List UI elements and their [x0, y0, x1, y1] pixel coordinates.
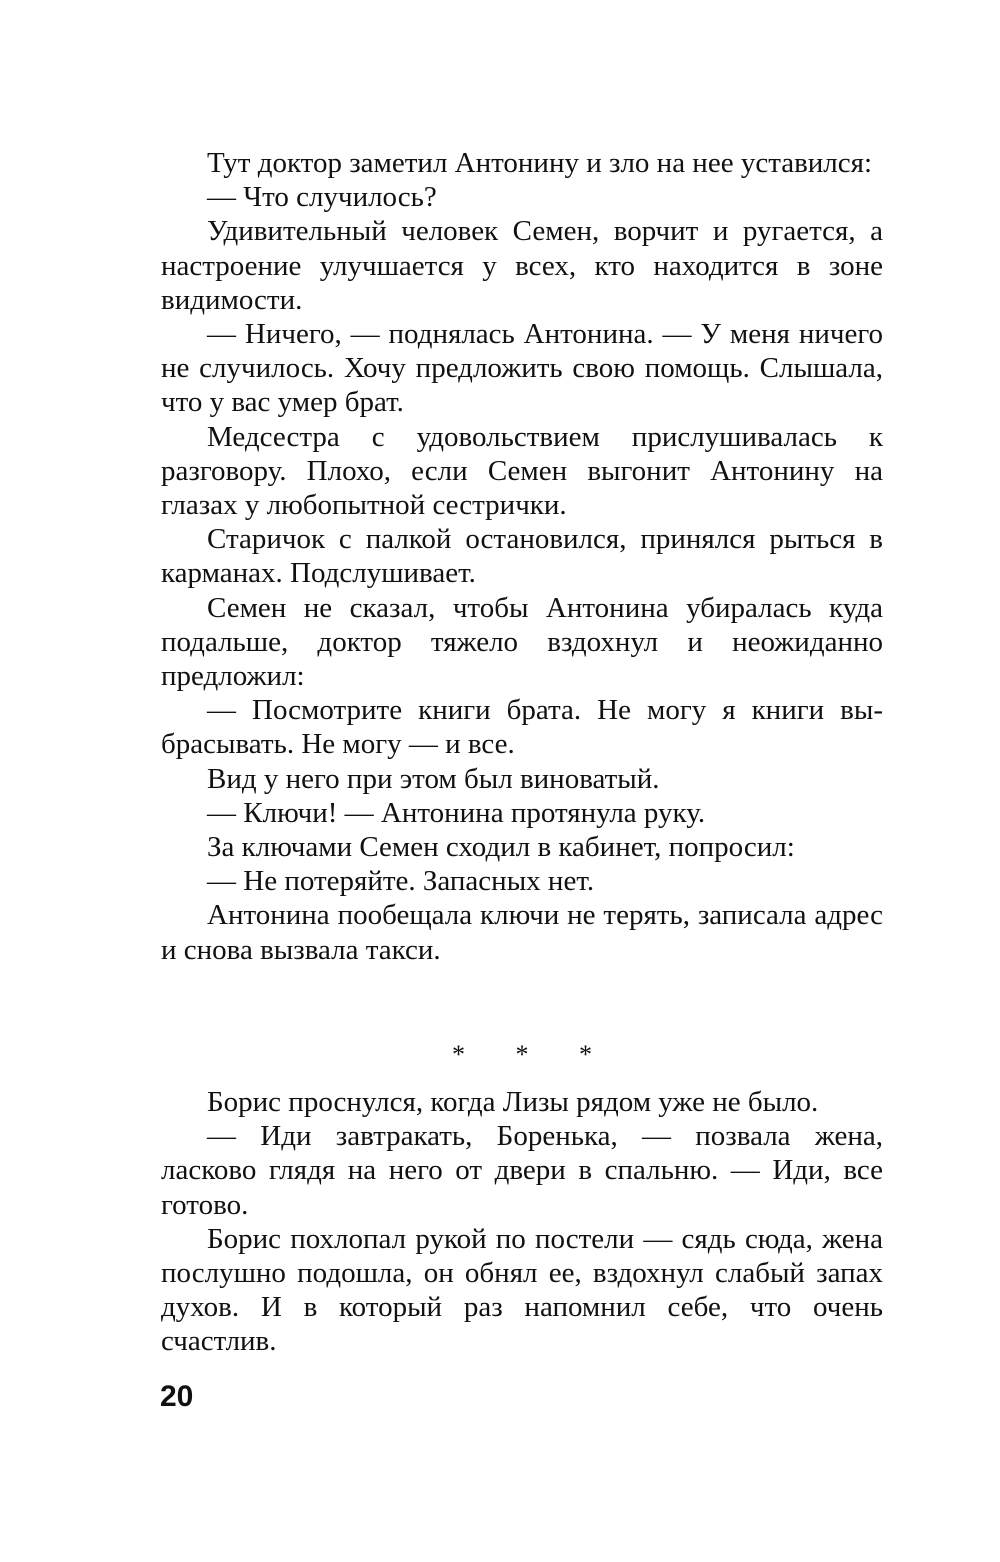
paragraph: Семен не сказал, чтобы Антонина убиралась куда подальше, доктор тяжело вздохнул и неожиданно предложил: [161, 591, 883, 693]
section-separator: * * * [452, 1040, 614, 1069]
paragraph: — Посмотрите книги брата. Не могу я книги выбрасывать. Не могу — и все. [161, 694, 883, 761]
paragraph: За ключами Семен сходил в кабинет, попросил: [207, 831, 795, 864]
paragraph: Тут доктор заметил Антонину и зло на нее уставился: [207, 147, 873, 179]
text-section-1 [161, 146, 883, 967]
text-section-2 [161, 1085, 883, 1359]
paragraph: Борис похлопал рукой по постели — сядь сюда, жена послушно подошла, он обнял ее, вздохнул слабый запах духов. И в который раз напомнил себе, что очень счастлив. [161, 1222, 883, 1358]
page-number: 20 [160, 1380, 194, 1413]
paragraph: Удивительный человек Семен, ворчит и ругается, а настроение улучшается у всех, кто находится в зоне видимости. [161, 215, 883, 316]
paragraph: Старичок с палкой остановился, принялся рыться в карманах. Подслушивает. [161, 523, 883, 590]
paragraph: — Ключи! — Антонина протянула руку. [207, 796, 706, 829]
paragraph: — Не потеряйте. Запасных нет. [207, 865, 595, 898]
paragraph: Борис проснулся, когда Лизы рядом уже не было. [207, 1086, 819, 1118]
paragraph: Вид у него при этом был виноватый. [207, 762, 660, 795]
paragraph: — Ничего, — поднялась Антонина. — У меня ничего не случилось. Хочу предложить свою помощь. Слышала, что у вас умер брат. [161, 318, 883, 419]
paragraph: — Что случилось? [207, 181, 437, 214]
paragraph: Медсестра с удовольствием прислушивалась к разговору. Плохо, если Семен выгонит Антонину на глазах у любопытной сестрички. [161, 420, 883, 522]
paragraph: Антонина пообещала ключи не терять, записала адрес и снова вызвала такси. [161, 899, 883, 966]
paragraph: — Иди завтракать, Боренька, — позвала жена, ласково глядя на него от двери в спальню. — Иди, все готово. [161, 1120, 883, 1221]
